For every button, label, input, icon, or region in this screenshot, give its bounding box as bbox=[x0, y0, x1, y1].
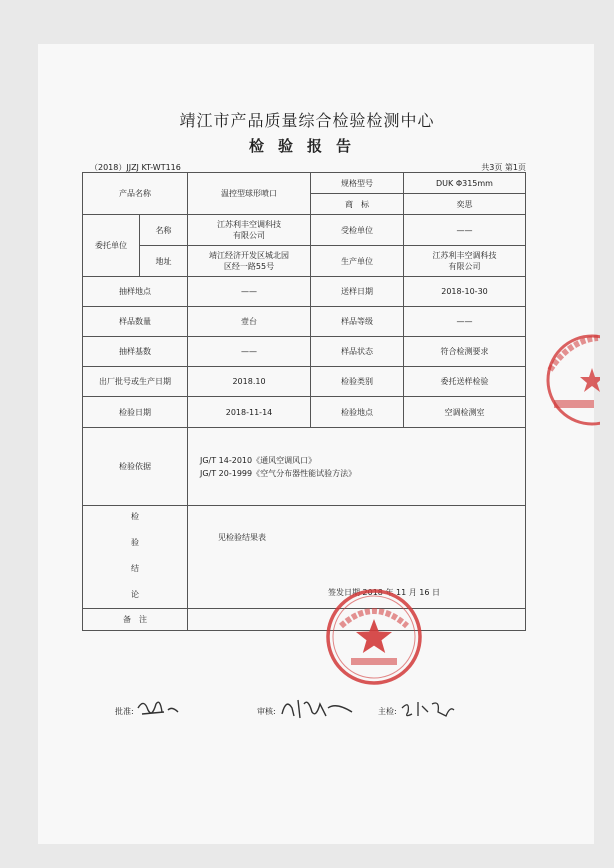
org-title: 靖江市产品质量综合检验检测中心 bbox=[179, 111, 435, 130]
conclusion-char-3: 结 bbox=[131, 564, 139, 573]
conclusion-text: 见检验结果表 bbox=[218, 533, 266, 542]
official-seal bbox=[323, 586, 425, 688]
sample-grade-label: 样品等级 bbox=[311, 307, 404, 337]
review-label: 审核: bbox=[257, 707, 276, 716]
conclusion-char-4: 论 bbox=[131, 590, 139, 599]
client-name-line-2: 有限公司 bbox=[233, 231, 265, 240]
model-value: DUK Φ315mm bbox=[404, 173, 526, 194]
report-table bbox=[82, 172, 526, 631]
client-address-value bbox=[188, 246, 311, 277]
main-inspector-signature bbox=[398, 698, 458, 720]
sampling-place-value: —— bbox=[188, 277, 311, 307]
sampling-place-label: 抽样地点 bbox=[83, 277, 188, 307]
client-name-value bbox=[188, 215, 311, 246]
approve-label: 批准: bbox=[115, 707, 134, 716]
remarks-label: 备 注 bbox=[83, 609, 188, 631]
inspection-type-label: 检验类别 bbox=[311, 367, 404, 397]
test-place-label: 检验地点 bbox=[311, 397, 404, 428]
basis-line-1: JG/T 14-2010《通风空调风口》 bbox=[200, 455, 317, 465]
batch-value: 2018.10 bbox=[188, 367, 311, 397]
delivery-date-value: 2018-10-30 bbox=[404, 277, 526, 307]
test-place-value: 空调检测室 bbox=[404, 397, 526, 428]
product-name-label: 产品名称 bbox=[83, 173, 188, 215]
producer-line-2: 有限公司 bbox=[448, 262, 481, 271]
report-number: （2018）JJZJ KT-WT116 bbox=[90, 163, 181, 172]
basis-label: 检验依据 bbox=[83, 428, 188, 506]
test-date-label: 检验日期 bbox=[83, 397, 188, 428]
review-signature bbox=[278, 694, 356, 722]
issue-date: 签发日期 2018 年 11 月 16 日 bbox=[328, 588, 440, 597]
product-name-value: 温控型球形喷口 bbox=[188, 173, 311, 215]
sampling-base-label: 抽样基数 bbox=[83, 337, 188, 367]
producer-line-1: 江苏利丰空调科技 bbox=[432, 251, 497, 260]
test-date-value: 2018-11-14 bbox=[188, 397, 311, 428]
sample-status-value: 符合检测要求 bbox=[404, 337, 526, 367]
inspected-unit-label: 受检单位 bbox=[311, 215, 404, 246]
sample-status-label: 样品状态 bbox=[311, 337, 404, 367]
client-name-line-1: 江苏利丰空调科技 bbox=[217, 220, 281, 229]
brand-label: 商 标 bbox=[311, 194, 404, 215]
edge-seal bbox=[540, 330, 600, 430]
client-address-label: 地址 bbox=[140, 246, 188, 277]
client-name-label: 名称 bbox=[140, 215, 188, 246]
client-address-line-2: 区经一路55号 bbox=[223, 262, 275, 271]
client-label: 委托单位 bbox=[83, 215, 140, 277]
inspection-type-value: 委托送样检验 bbox=[404, 367, 526, 397]
conclusion-char-2: 验 bbox=[131, 538, 139, 547]
basis-line-2: JG/T 20-1999《空气分布器性能试验方法》 bbox=[200, 468, 357, 478]
conclusion-label bbox=[83, 506, 188, 609]
document-title: 检验报告 bbox=[248, 137, 365, 155]
main-inspector-label: 主检: bbox=[378, 707, 397, 716]
conclusion-char-1: 检 bbox=[131, 512, 139, 521]
producer-value bbox=[404, 246, 526, 277]
client-address-line-1: 靖江经济开发区城北园 bbox=[209, 251, 289, 260]
delivery-date-label: 送样日期 bbox=[311, 277, 404, 307]
model-label: 规格型号 bbox=[311, 173, 404, 194]
page-info: 共3页 第1页 bbox=[481, 163, 526, 172]
sample-quantity-value: 壹台 bbox=[188, 307, 311, 337]
batch-label: 出厂批号或生产日期 bbox=[83, 367, 188, 397]
sampling-base-value: —— bbox=[188, 337, 311, 367]
producer-label: 生产单位 bbox=[311, 246, 404, 277]
inspected-unit-value: —— bbox=[404, 215, 526, 246]
sample-quantity-label: 样品数量 bbox=[83, 307, 188, 337]
brand-value: 奕思 bbox=[404, 194, 526, 215]
basis-value bbox=[188, 428, 526, 506]
sample-grade-value: —— bbox=[404, 307, 526, 337]
approve-signature bbox=[134, 696, 184, 722]
